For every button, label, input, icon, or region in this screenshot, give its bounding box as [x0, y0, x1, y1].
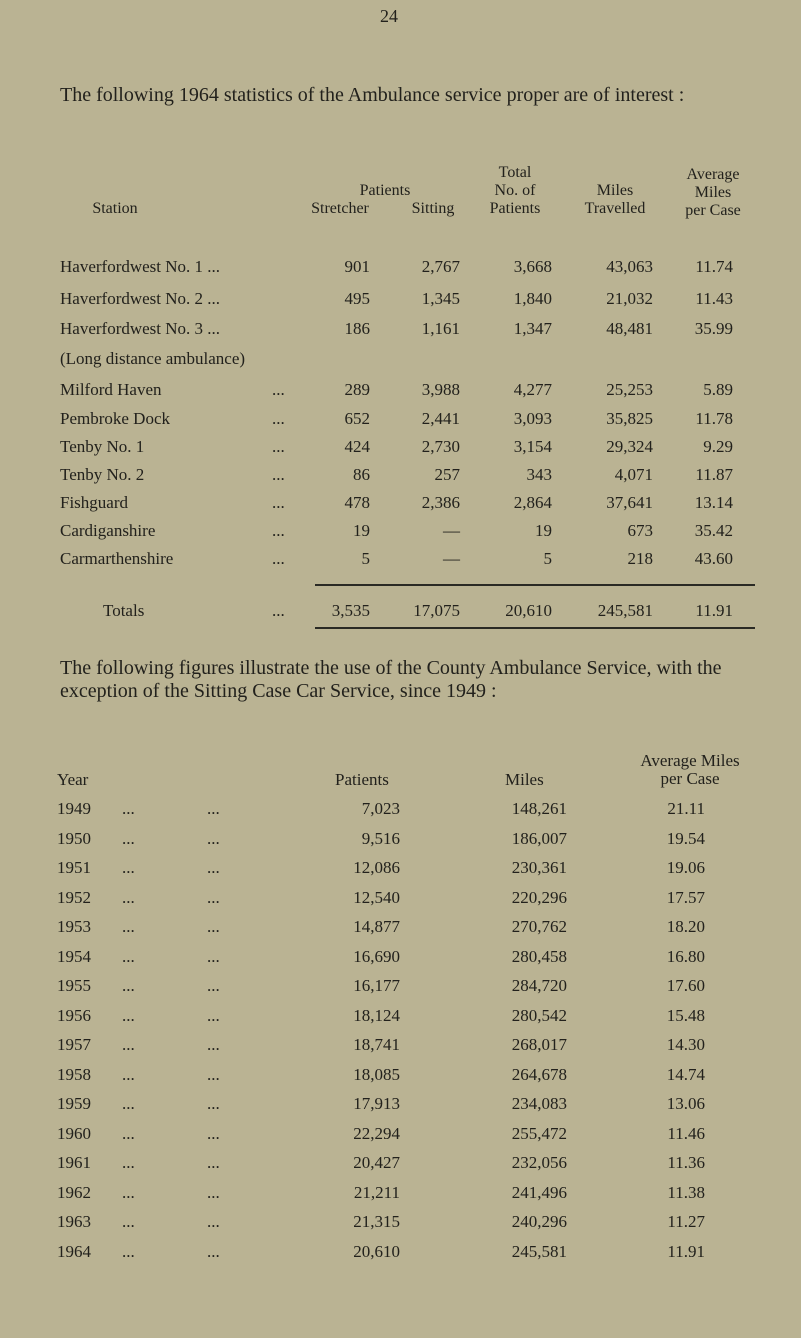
average-miles: 11.78: [695, 409, 733, 428]
miles-travelled: 29,324: [606, 437, 653, 456]
patients: 18,085: [353, 1065, 400, 1084]
header-stretcher: Stretcher: [311, 200, 369, 217]
miles: 230,361: [511, 858, 567, 877]
patients: 22,294: [353, 1124, 400, 1143]
miles-travelled: 35,825: [606, 409, 653, 428]
intro-paragraph: The following 1964 statistics of the Ambulance service proper are of interest :: [60, 84, 685, 106]
average-miles: 13.14: [694, 493, 733, 512]
stretcher-count: 289: [344, 380, 370, 399]
miles: 280,542: [511, 1006, 567, 1025]
miles-travelled: 48,481: [606, 319, 653, 338]
average-miles: 11.87: [695, 465, 733, 484]
total-patients: 3,154: [513, 437, 552, 456]
miles-travelled: 37,641: [606, 493, 653, 512]
year: 1949: [57, 799, 91, 818]
year: 1958: [57, 1065, 91, 1084]
miles: 268,017: [511, 1035, 567, 1054]
leader-dots: ...: [122, 888, 135, 907]
leader-dots: ...: [207, 1183, 220, 1202]
station-name: Haverfordwest No. 1 ...: [60, 257, 221, 276]
leader-dots: ...: [272, 493, 285, 512]
average-miles: 5.89: [703, 380, 733, 399]
station-name: Milford Haven: [60, 380, 162, 399]
total-patients: 3,668: [513, 257, 552, 276]
leader-dots: ...: [207, 1035, 220, 1054]
station-name: Haverfordwest No. 2 ...: [60, 289, 221, 308]
header-average-line: Average Miles: [640, 751, 740, 770]
miles: 240,296: [511, 1212, 567, 1231]
leader-dots: ...: [207, 858, 220, 877]
leader-dots: ...: [122, 829, 135, 848]
average-miles: 11.46: [667, 1124, 705, 1143]
miles: 280,458: [511, 947, 567, 966]
average-miles: 11.27: [667, 1212, 705, 1231]
miles-travelled: 25,253: [606, 380, 653, 399]
header-year: Year: [57, 770, 89, 789]
patients: 18,741: [353, 1035, 400, 1054]
miles: 264,678: [511, 1065, 567, 1084]
patients: 7,023: [361, 799, 400, 818]
average-miles: 17.60: [666, 976, 705, 995]
stretcher-total: 3,535: [331, 601, 370, 620]
miles-total: 245,581: [597, 601, 653, 620]
leader-dots: ...: [207, 888, 220, 907]
header-patients: Patients: [359, 182, 411, 199]
station-name: (Long distance ambulance): [60, 349, 246, 368]
average-miles: 35.42: [694, 521, 733, 540]
year: 1959: [57, 1094, 91, 1113]
leader-dots: ...: [272, 601, 285, 620]
leader-dots: ...: [122, 1212, 135, 1231]
leader-dots: ...: [122, 799, 135, 818]
header-total-line: Patients: [489, 200, 541, 217]
miles: 270,762: [511, 917, 567, 936]
leader-dots: ...: [122, 1124, 135, 1143]
header-station: Station: [92, 200, 138, 217]
header-average: [668, 166, 758, 220]
leader-dots: ...: [207, 829, 220, 848]
leader-dots: ...: [272, 521, 285, 540]
stretcher-count: 19: [353, 521, 370, 540]
header-miles-line: Miles: [596, 182, 634, 199]
leader-dots: ...: [207, 1153, 220, 1172]
leader-dots: ...: [122, 858, 135, 877]
leader-dots: ...: [207, 1124, 220, 1143]
header-total-line: Total: [498, 164, 532, 181]
year: 1956: [57, 1006, 91, 1025]
leader-dots: ...: [272, 437, 285, 456]
station-name: Tenby No. 1: [60, 437, 145, 456]
leader-dots: ...: [272, 409, 285, 428]
totals-label: Totals: [103, 601, 145, 620]
header-miles: [570, 182, 660, 218]
average-miles: 15.48: [666, 1006, 705, 1025]
patients: 14,877: [353, 917, 400, 936]
year: 1954: [57, 947, 91, 966]
leader-dots: ...: [122, 947, 135, 966]
average-miles: 19.06: [666, 858, 705, 877]
patients: 16,177: [353, 976, 400, 995]
miles-travelled: 218: [627, 549, 653, 568]
header-average-line: per Case: [660, 769, 720, 788]
year: 1951: [57, 858, 91, 877]
leader-dots: ...: [122, 1006, 135, 1025]
average-miles: 43.60: [694, 549, 733, 568]
stretcher-count: 424: [344, 437, 370, 456]
leader-dots: ...: [207, 1212, 220, 1231]
patients: 18,124: [353, 1006, 400, 1025]
station-name: Pembroke Dock: [60, 409, 171, 428]
average-miles: 17.57: [666, 888, 705, 907]
leader-dots: ...: [122, 1035, 135, 1054]
miles-travelled: 43,063: [606, 257, 653, 276]
totals-top-rule: [315, 584, 755, 586]
year: 1964: [57, 1242, 91, 1261]
total-patients: 3,093: [513, 409, 552, 428]
totals-bottom-rule: [315, 627, 755, 629]
leader-dots: ...: [122, 976, 135, 995]
station-name: Carmarthenshire: [60, 549, 174, 568]
patients: 12,086: [353, 858, 400, 877]
stretcher-count: 652: [344, 409, 370, 428]
leader-dots: ...: [122, 1065, 135, 1084]
stretcher-count: 5: [361, 549, 370, 568]
leader-dots: ...: [207, 1006, 220, 1025]
station-name: Haverfordwest No. 3 ...: [60, 319, 221, 338]
leader-dots: ...: [207, 1094, 220, 1113]
header-sitting: Sitting: [411, 200, 455, 217]
patients: 12,540: [353, 888, 400, 907]
year: 1950: [57, 829, 91, 848]
sitting-total: 17,075: [413, 601, 460, 620]
year: 1963: [57, 1212, 91, 1231]
patients: 16,690: [353, 947, 400, 966]
total-patients: 343: [526, 465, 552, 484]
average-miles: 11.36: [667, 1153, 705, 1172]
average-miles: 11.91: [667, 1242, 705, 1261]
paragraph-2: The following figures illustrate the use of the County Ambulance Service, with the exception of the Sitting Case Car Service, since 1949 :: [60, 657, 722, 702]
header-miles: Miles: [505, 770, 544, 789]
sitting-count: 2,441: [421, 409, 460, 428]
average-miles: 21.11: [667, 799, 705, 818]
patients: 21,211: [353, 1183, 400, 1202]
header-average-line: per Case: [685, 202, 741, 219]
miles: 186,007: [511, 829, 567, 848]
patients: 9,516: [361, 829, 400, 848]
average-miles: 11.43: [695, 289, 733, 308]
stretcher-count: 901: [344, 257, 370, 276]
patients-total: 20,610: [505, 601, 552, 620]
sitting-count: 1,345: [421, 289, 460, 308]
year: 1962: [57, 1183, 91, 1202]
page-number: 24: [380, 6, 398, 26]
leader-dots: ...: [122, 1153, 135, 1172]
leader-dots: ...: [122, 917, 135, 936]
miles: 245,581: [511, 1242, 567, 1261]
stretcher-count: 495: [344, 289, 370, 308]
miles: 232,056: [511, 1153, 567, 1172]
station-name: Cardiganshire: [60, 521, 156, 540]
leader-dots: ...: [272, 465, 285, 484]
year: 1955: [57, 976, 91, 995]
stretcher-count: 186: [344, 319, 370, 338]
sitting-count: 257: [434, 465, 460, 484]
sitting-count: 2,386: [421, 493, 460, 512]
total-patients: 5: [543, 549, 552, 568]
year: 1961: [57, 1153, 91, 1172]
year: 1952: [57, 888, 91, 907]
leader-dots: ...: [122, 1183, 135, 1202]
miles-travelled: 21,032: [606, 289, 653, 308]
leader-dots: ...: [207, 1065, 220, 1084]
leader-dots: ...: [207, 976, 220, 995]
average-miles: 9.29: [703, 437, 733, 456]
miles-travelled: 673: [627, 521, 653, 540]
miles: 234,083: [511, 1094, 567, 1113]
miles: 148,261: [511, 799, 567, 818]
leader-dots: ...: [122, 1242, 135, 1261]
stretcher-count: 478: [344, 493, 370, 512]
average-miles: 14.30: [666, 1035, 705, 1054]
total-patients: 1,840: [513, 289, 552, 308]
sitting-count: 2,767: [421, 257, 460, 276]
leader-dots: ...: [272, 549, 285, 568]
leader-dots: ...: [207, 1242, 220, 1261]
average-total: 11.91: [695, 601, 733, 620]
sitting-count: 1,161: [421, 319, 460, 338]
patients: 17,913: [353, 1094, 400, 1113]
patients: 21,315: [353, 1212, 400, 1231]
header-miles-line: Travelled: [584, 200, 646, 217]
miles-travelled: 4,071: [614, 465, 653, 484]
average-miles: 35.99: [694, 319, 733, 338]
year: 1960: [57, 1124, 91, 1143]
header-average: [600, 752, 780, 788]
year: 1953: [57, 917, 91, 936]
sitting-count: 3,988: [421, 380, 460, 399]
leader-dots: ...: [272, 380, 285, 399]
patients: 20,427: [353, 1153, 400, 1172]
miles: 284,720: [511, 976, 567, 995]
average-miles: 14.74: [666, 1065, 705, 1084]
sitting-count: —: [443, 549, 460, 568]
average-miles: 16.80: [666, 947, 705, 966]
station-name: Tenby No. 2: [60, 465, 145, 484]
header-total-line: No. of: [494, 182, 536, 199]
stretcher-count: 86: [353, 465, 370, 484]
miles: 255,472: [511, 1124, 567, 1143]
header-average-line: Average: [686, 166, 740, 183]
average-miles: 19.54: [666, 829, 705, 848]
sitting-count: —: [443, 521, 460, 540]
station-name: Fishguard: [60, 493, 128, 512]
average-miles: 11.38: [667, 1183, 705, 1202]
average-miles: 11.74: [695, 257, 733, 276]
total-patients: 19: [535, 521, 552, 540]
header-total: [475, 164, 555, 218]
patients: 20,610: [353, 1242, 400, 1261]
header-patients: Patients: [335, 770, 389, 789]
total-patients: 4,277: [513, 380, 552, 399]
average-miles: 13.06: [666, 1094, 705, 1113]
total-patients: 1,347: [513, 319, 552, 338]
miles: 220,296: [511, 888, 567, 907]
leader-dots: ...: [122, 1094, 135, 1113]
leader-dots: ...: [207, 947, 220, 966]
leader-dots: ...: [207, 917, 220, 936]
header-average-line: Miles: [694, 184, 732, 201]
leader-dots: ...: [207, 799, 220, 818]
year: 1957: [57, 1035, 91, 1054]
total-patients: 2,864: [513, 493, 552, 512]
sitting-count: 2,730: [421, 437, 460, 456]
average-miles: 18.20: [666, 917, 705, 936]
miles: 241,496: [511, 1183, 567, 1202]
